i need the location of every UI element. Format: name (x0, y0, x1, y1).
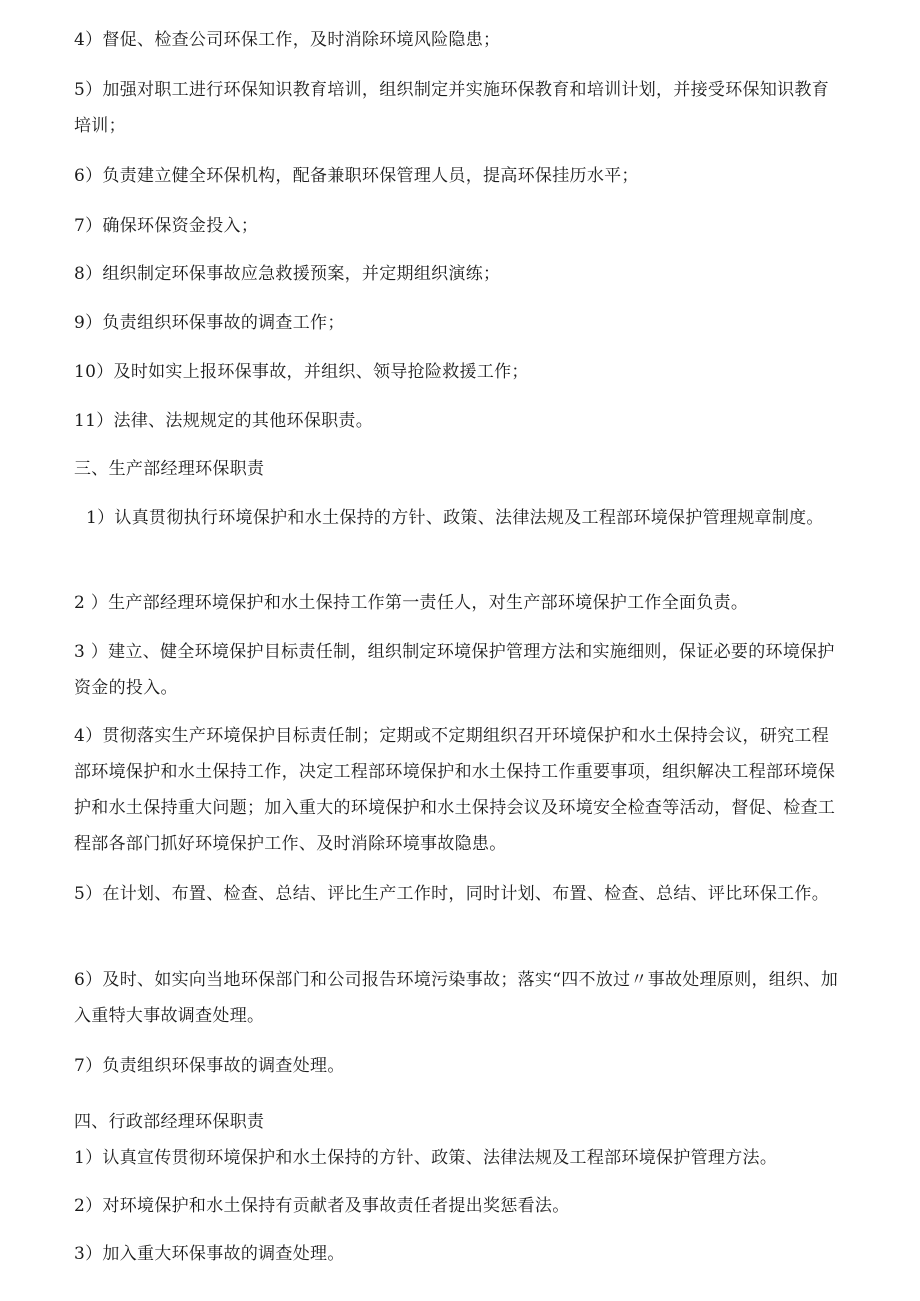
paragraph-production-3: 3 ）建立、健全环境保护目标责任制，组织制定环境保护管理方法和实施细则，保证必要的环境保护资金的投入。 (74, 642, 835, 698)
paragraph-production-4: 4）贯彻落实生产环境保护目标责任制；定期或不定期组织召开环境保护和水土保持会议，研究工程部环境保护和水土保持工作，决定工程部环境保护和水土保持工作重要事项，组织解决工程部环境保护和水土保持重大问题；加入重大的环境保护和水土保持会议及环境安全检查等活动，督促、检查工程部各部门抓好环境保护工作、及时消除环境事故隐患。 (74, 726, 836, 854)
section-heading-3: 三、生产部经理环保职责 (74, 459, 265, 479)
paragraph-production-7: 7）负责组织环保事故的调查处理。 (74, 1056, 345, 1076)
paragraph-duty-4: 4）督促、检查公司环保工作，及时消除环境风险隐患； (74, 30, 501, 50)
paragraph-duty-5: 5）加强对职工进行环保知识教育培训，组织制定并实施环保教育和培训计划，并接受环保知识教育培训； (74, 80, 830, 136)
paragraph-production-6: 6）及时、如实向当地环保部门和公司报告环境污染事故；落实“四不放过〃事故处理原则，组织、加入重特大事故调查处理。 (74, 970, 839, 1026)
paragraph-production-5: 5）在计划、布置、检查、总结、评比生产工作时，同时计划、布置、检查、总结、评比环保工作。 (74, 884, 830, 904)
section-heading-4: 四、行政部经理环保职责 (74, 1112, 265, 1132)
paragraph-duty-6: 6）负责建立健全环保机构，配备兼职环保管理人员，提高环保挂历水平； (74, 166, 639, 186)
paragraph-admin-1: 1）认真宣传贯彻环境保护和水土保持的方针、政策、法律法规及工程部环境保护管理方法。 (74, 1148, 778, 1168)
paragraph-duty-8: 8）组织制定环保事故应急救援预案，并定期组织演练； (74, 264, 501, 284)
paragraph-duty-7: 7）确保环保资金投入； (74, 216, 259, 236)
paragraph-duty-10: 10）及时如实上报环保事故，并组织、领导抢险救援工作； (74, 362, 529, 382)
paragraph-duty-9: 9）负责组织环保事故的调查工作； (74, 313, 345, 333)
paragraph-admin-2: 2）对环境保护和水土保持有贡献者及事故责任者提出奖惩看法。 (74, 1196, 570, 1216)
paragraph-duty-11: 11）法律、法规规定的其他环保职责。 (74, 411, 374, 431)
paragraph-production-2: 2 ）生产部经理环境保护和水土保持工作第一责任人，对生产部环境保护工作全面负责。 (74, 593, 749, 613)
paragraph-admin-3: 3）加入重大环保事故的调查处理。 (74, 1244, 345, 1264)
paragraph-production-1: 1）认真贯彻执行环境保护和水土保持的方针、政策、法律法规及工程部环境保护管理规章制度。 (86, 508, 824, 528)
